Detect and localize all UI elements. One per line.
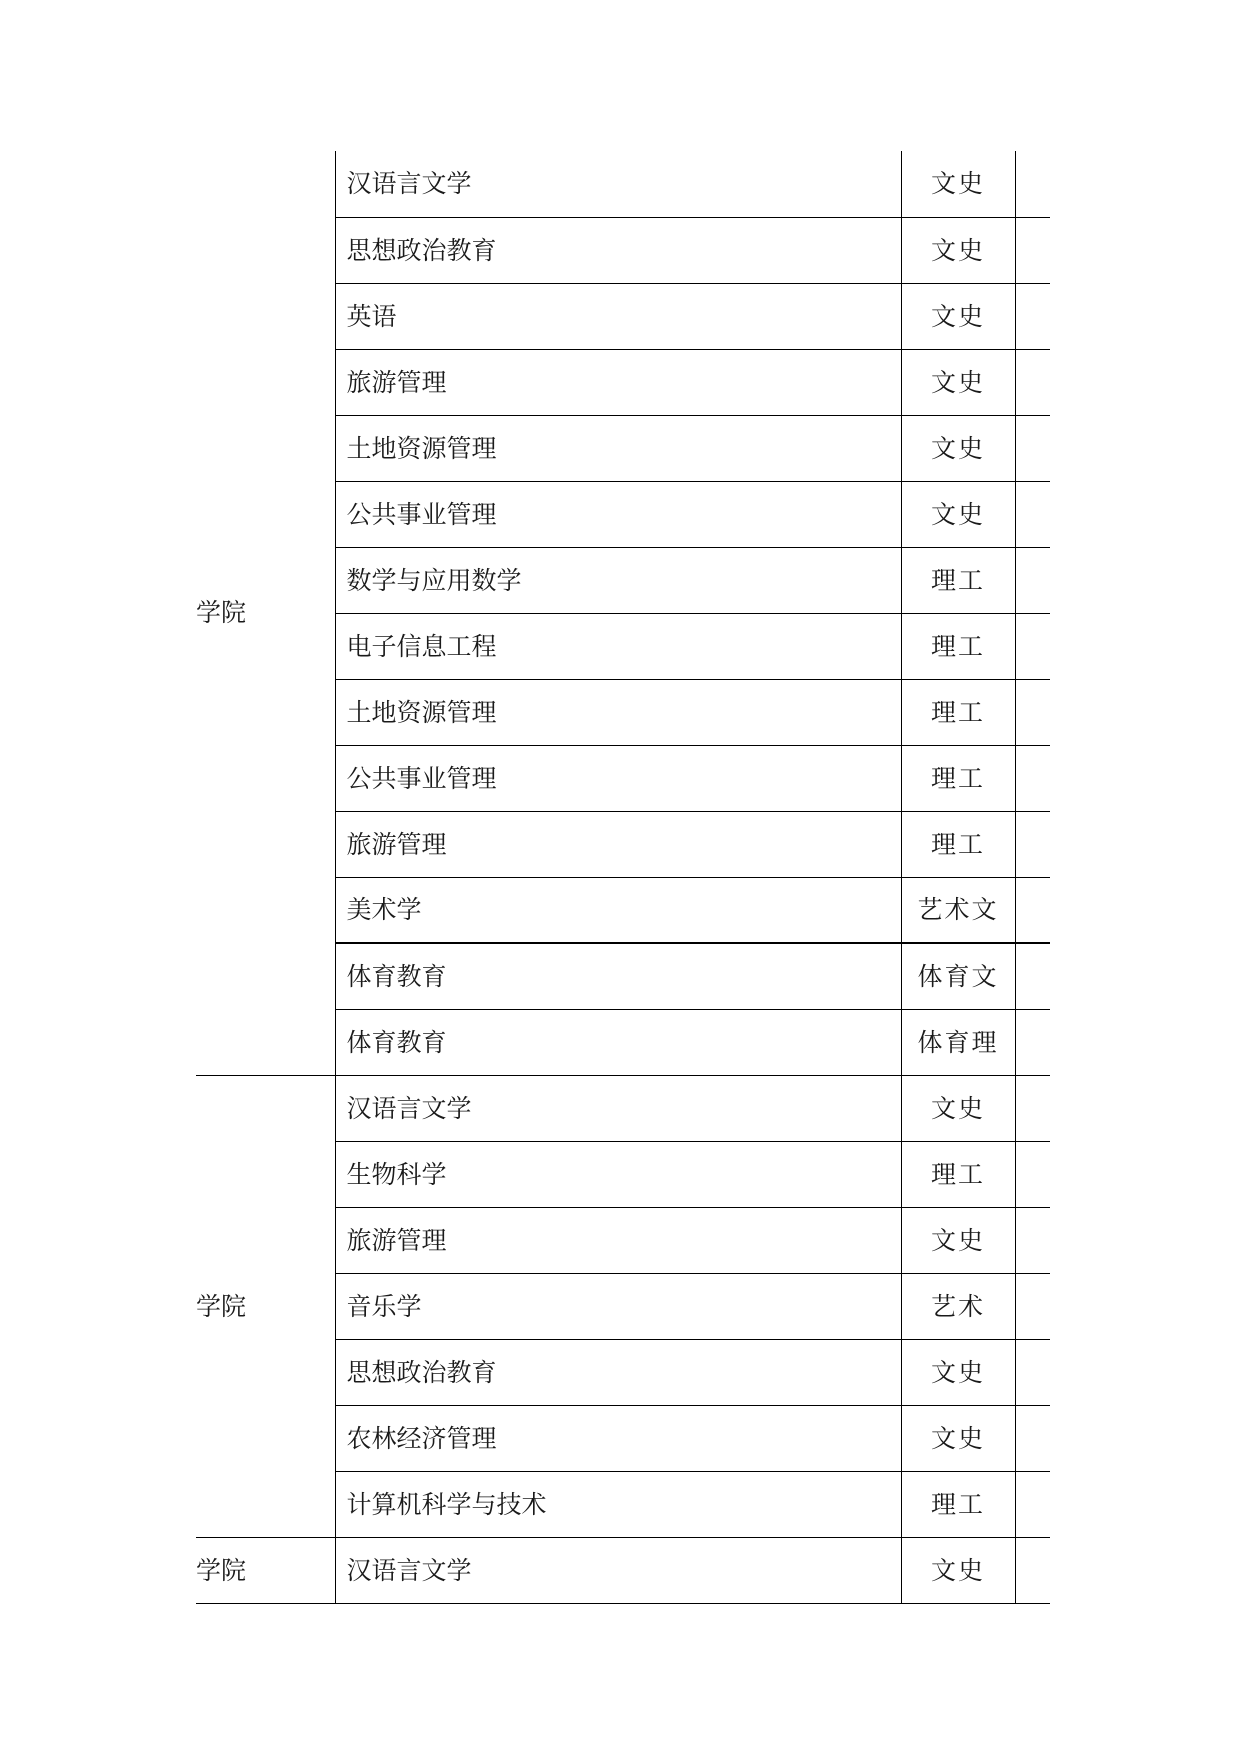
category-cell: 文史 <box>901 481 1015 547</box>
category-cell: 文史 <box>901 1075 1015 1141</box>
category-cell: 体育文 <box>901 943 1015 1009</box>
blank-cell <box>1015 481 1050 547</box>
major-cell: 英语 <box>335 283 901 349</box>
major-cell: 汉语言文学 <box>335 151 901 217</box>
category-cell: 理工 <box>901 613 1015 679</box>
major-cell: 汉语言文学 <box>335 1537 901 1603</box>
table-row <box>196 151 1050 217</box>
blank-cell <box>1015 811 1050 877</box>
major-cell: 汉语言文学 <box>335 1075 901 1141</box>
blank-cell <box>1015 217 1050 283</box>
school-cell: 学院 <box>196 151 335 1075</box>
major-cell: 美术学 <box>335 877 901 943</box>
major-cell: 旅游管理 <box>335 811 901 877</box>
blank-cell <box>1015 943 1050 1009</box>
major-cell: 计算机科学与技术 <box>335 1471 901 1537</box>
major-cell: 思想政治教育 <box>335 1339 901 1405</box>
major-cell: 音乐学 <box>335 1273 901 1339</box>
school-cell: 学院 <box>196 1075 335 1537</box>
blank-cell <box>1015 283 1050 349</box>
category-cell: 文史 <box>901 283 1015 349</box>
blank-cell <box>1015 415 1050 481</box>
major-cell: 公共事业管理 <box>335 745 901 811</box>
major-cell: 数学与应用数学 <box>335 547 901 613</box>
category-cell: 文史 <box>901 1339 1015 1405</box>
category-cell: 文史 <box>901 1405 1015 1471</box>
category-cell: 文史 <box>901 415 1015 481</box>
category-cell: 文史 <box>901 217 1015 283</box>
category-cell: 文史 <box>901 151 1015 217</box>
blank-cell <box>1015 151 1050 217</box>
category-cell: 文史 <box>901 1207 1015 1273</box>
major-cell: 电子信息工程 <box>335 613 901 679</box>
blank-cell <box>1015 547 1050 613</box>
blank-cell <box>1015 1075 1050 1141</box>
blank-cell <box>1015 679 1050 745</box>
category-cell: 艺术文 <box>901 877 1015 943</box>
majors-table <box>196 151 1050 1604</box>
blank-cell <box>1015 1471 1050 1537</box>
table-row <box>196 1537 1050 1603</box>
category-cell: 理工 <box>901 547 1015 613</box>
category-cell: 文史 <box>901 1537 1015 1603</box>
major-cell: 土地资源管理 <box>335 679 901 745</box>
blank-cell <box>1015 613 1050 679</box>
blank-cell <box>1015 1537 1050 1603</box>
major-cell: 旅游管理 <box>335 349 901 415</box>
major-cell: 土地资源管理 <box>335 415 901 481</box>
major-cell: 生物科学 <box>335 1141 901 1207</box>
blank-cell <box>1015 1339 1050 1405</box>
blank-cell <box>1015 1405 1050 1471</box>
category-cell: 理工 <box>901 745 1015 811</box>
category-cell: 理工 <box>901 679 1015 745</box>
major-cell: 体育教育 <box>335 1009 901 1075</box>
category-cell: 理工 <box>901 1471 1015 1537</box>
blank-cell <box>1015 1207 1050 1273</box>
major-cell: 思想政治教育 <box>335 217 901 283</box>
category-cell: 文史 <box>901 349 1015 415</box>
table-row <box>196 1075 1050 1141</box>
blank-cell <box>1015 877 1050 943</box>
category-cell: 体育理 <box>901 1009 1015 1075</box>
category-cell: 理工 <box>901 811 1015 877</box>
blank-cell <box>1015 349 1050 415</box>
major-cell: 公共事业管理 <box>335 481 901 547</box>
blank-cell <box>1015 1009 1050 1075</box>
major-cell: 体育教育 <box>335 943 901 1009</box>
category-cell: 艺术 <box>901 1273 1015 1339</box>
blank-cell <box>1015 1141 1050 1207</box>
blank-cell <box>1015 1273 1050 1339</box>
blank-cell <box>1015 745 1050 811</box>
category-cell: 理工 <box>901 1141 1015 1207</box>
major-cell: 旅游管理 <box>335 1207 901 1273</box>
school-cell: 学院 <box>196 1537 335 1603</box>
major-cell: 农林经济管理 <box>335 1405 901 1471</box>
